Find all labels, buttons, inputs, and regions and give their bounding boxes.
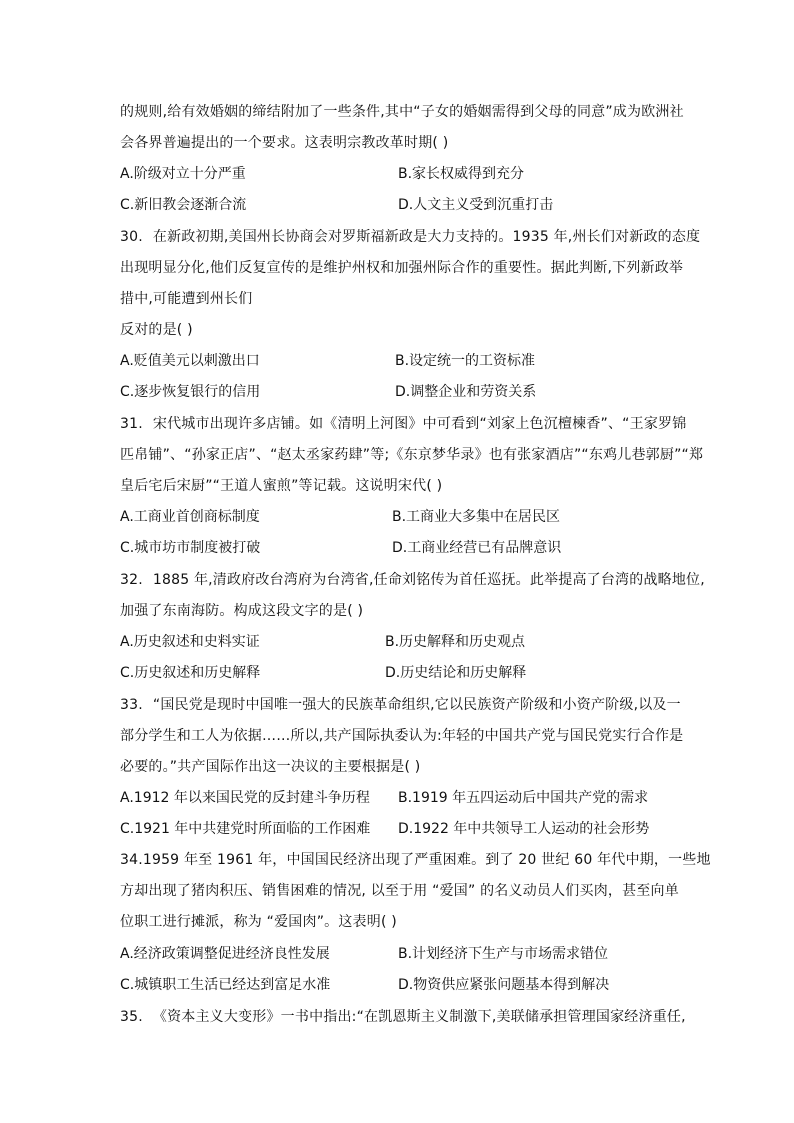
q31-option-b[interactable]: B.工商业大多集中在居民区 — [392, 509, 561, 525]
q32-option-a[interactable]: A.历史叙述和史料实证 — [120, 634, 260, 650]
q30-option-a[interactable]: A.贬值美元以刺激出口 — [120, 353, 260, 369]
q31-stem-line3: 皇后宅后宋厨”“王道人蜜煎”等记载。这说明宋代( ) — [120, 478, 443, 494]
q30-option-b[interactable]: B.设定统一的工资标准 — [395, 353, 536, 369]
q33-number: 33. — [120, 697, 143, 713]
q35-number: 35. — [120, 1009, 143, 1025]
q32-number: 32. — [120, 572, 143, 588]
q30-option-d[interactable]: D.调整企业和劳资关系 — [395, 384, 537, 400]
q31-stem-line2: 匹帛铺”、“孙家正店”、“赵太丞家药肆”等;《东京梦华录》也有张家酒店”“东鸡儿巷郭厨”“郑 — [120, 447, 704, 463]
q35-stem-line1 — [120, 1007, 686, 1027]
q34-stem-line2: 方却出现了猪肉积压、销售困难的情况, 以至于用 “爱国” 的名义动员人们买肉，甚至向单 — [120, 883, 679, 899]
q33-stem-line2: 部分学生和工人为依据……所以,共产国际执委认为:年轻的中国共产党与国民党实行合作是 — [120, 728, 684, 744]
q31-option-c[interactable]: C.城市坊市制度被打破 — [120, 540, 261, 556]
q29-option-d[interactable]: D.人文主义受到沉重打击 — [398, 197, 554, 213]
q34-stem-line3: 位职工进行摊派，称为 “爱国肉”。这表明( ) — [120, 914, 397, 930]
q34-stem-line1: 34.1959 年至 1961 年，中国国民经济出现了严重困难。到了 20 世纪 60 年代中期，一些地 — [120, 852, 711, 868]
q32-option-d[interactable]: D.历史结论和历史解释 — [385, 665, 527, 681]
q29-stem-line1: 的规则,给有效婚姻的缔结附加了一些条件,其中“子女的婚姻需得到父母的同意”成为欧洲社 — [120, 104, 684, 120]
q31-option-a[interactable]: A.工商业首创商标制度 — [120, 509, 260, 525]
q30-stem-text1: 在新政初期,美国州长协商会对罗斯福新政是大力支持的。1935 年,州长们对新政的态度 — [152, 229, 701, 245]
q33-option-a[interactable]: A.1912 年以来国民党的反封建斗争历程 — [120, 790, 370, 806]
q32-option-c[interactable]: C.历史叙述和历史解释 — [120, 665, 261, 681]
q34-option-d[interactable]: D.物资供应紧张问题基本得到解决 — [398, 977, 610, 993]
q33-option-c[interactable]: C.1921 年中共建党时所面临的工作困难 — [120, 821, 371, 837]
q31-stem-line1 — [120, 414, 687, 434]
q33-stem-line1 — [120, 695, 680, 715]
q32-stem-line1 — [120, 570, 705, 590]
q29-option-c[interactable]: C.新旧教会逐渐合流 — [120, 197, 247, 213]
q29-option-a[interactable]: A.阶级对立十分严重 — [120, 166, 246, 182]
q31-number: 31. — [120, 416, 143, 432]
q32-stem-text1: 1885 年,清政府改台湾府为台湾省,任命刘铭传为首任巡抚。此举提高了台湾的战略地位, — [152, 572, 705, 588]
q31-stem-text1: 宋代城市出现许多店铺。如《清明上河图》中可看到“刘家上色沉檀楝香”、“王家罗锦 — [152, 416, 687, 432]
q30-stem-line4: 反对的是( ) — [120, 322, 193, 338]
q30-option-c[interactable]: C.逐步恢复银行的信用 — [120, 384, 261, 400]
q31-option-d[interactable]: D.工商业经营已有品牌意识 — [392, 540, 562, 556]
q30-stem-line3: 措中,可能遭到州长们 — [120, 291, 253, 307]
q29-stem-line2: 会各界普遍提出的一个要求。这表明宗教改革时期( ) — [120, 135, 449, 151]
q34-option-c[interactable]: C.城镇职工生活已经达到富足水准 — [120, 977, 331, 993]
q33-stem-text1: “国民党是现时中国唯一强大的民族革命组织,它以民族资产阶级和小资产阶级,以及一 — [152, 697, 681, 713]
q30-stem-line2: 出现明显分化,他们反复宣传的是维护州权和加强州际合作的重要性。据此判断,下列新政举 — [120, 260, 684, 276]
q34-option-a[interactable]: A.经济政策调整促进经济良性发展 — [120, 946, 330, 962]
q33-option-d[interactable]: D.1922 年中共领导工人运动的社会形势 — [398, 821, 650, 837]
q32-stem-line2: 加强了东南海防。构成这段文字的是( ) — [120, 603, 364, 619]
q32-option-b[interactable]: B.历史解释和历史观点 — [385, 634, 526, 650]
q33-option-b[interactable]: B.1919 年五四运动后中国共产党的需求 — [398, 790, 649, 806]
q33-stem-line3: 必要的。”共产国际作出这一决议的主要根据是( ) — [120, 759, 421, 775]
q35-stem-text1: 《资本主义大变形》一书中指出:“在凯恩斯主义制激下,美联储承担管理国家经济重任, — [152, 1009, 686, 1025]
q34-option-b[interactable]: B.计划经济下生产与市场需求错位 — [398, 946, 609, 962]
q30-stem-line1 — [120, 227, 701, 247]
q30-number: 30. — [120, 229, 143, 245]
q29-option-b[interactable]: B.家长权威得到充分 — [398, 166, 525, 182]
